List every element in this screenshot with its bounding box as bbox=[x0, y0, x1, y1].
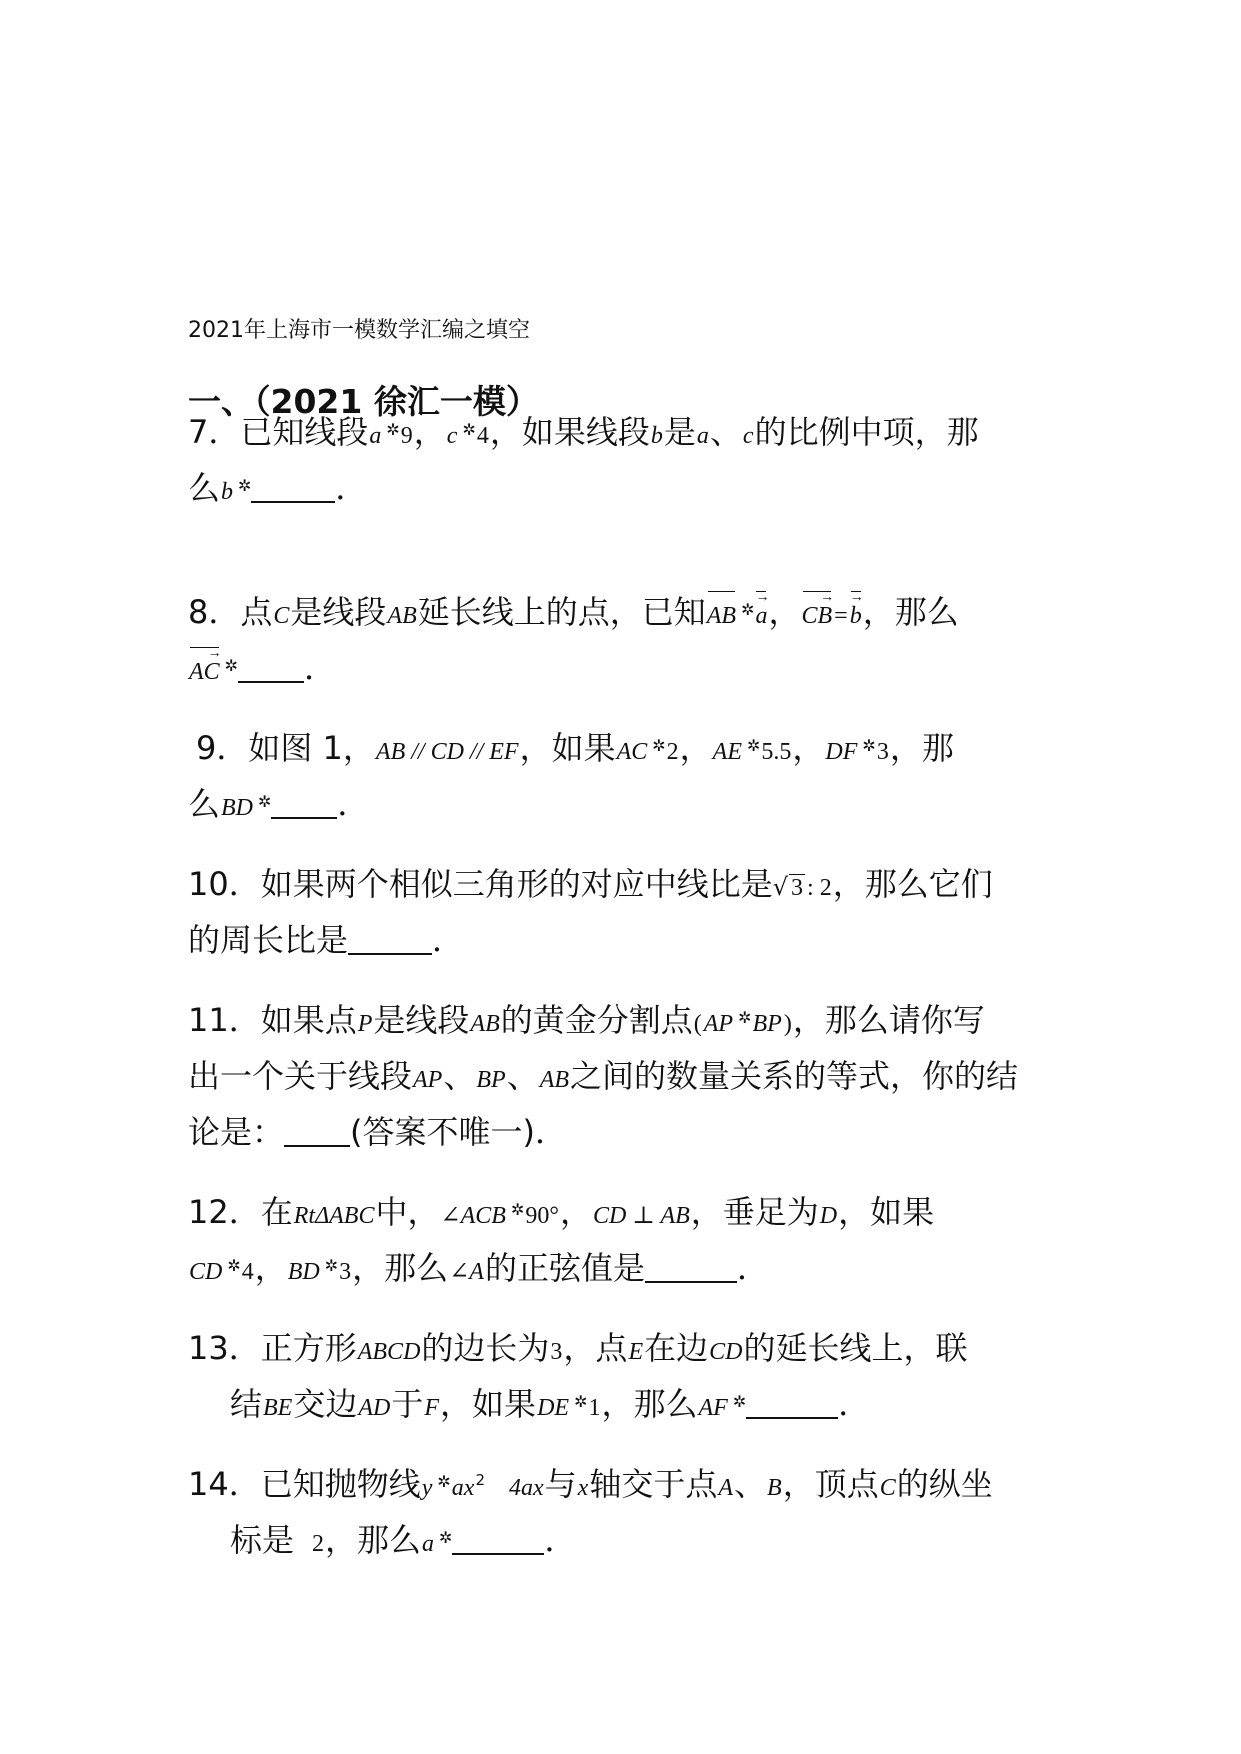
question-9-line-1: 9．如图 1，AB // CD // EF，如果AC ✲2，AE ✲5.5，DF ✲3，那 bbox=[196, 729, 954, 767]
question-7-line-1: 7．已知线段a ✲9，c ✲4，如果线段b是a、c的比例中项，那 bbox=[188, 413, 979, 451]
answer-blank[interactable] bbox=[284, 1115, 350, 1147]
garbled-equals-glyph: ✲ bbox=[574, 1392, 588, 1411]
question-9-line-2: 么BD ✲ ． bbox=[188, 785, 370, 823]
answer-blank[interactable] bbox=[746, 1387, 838, 1419]
garbled-equals-glyph: ✲ bbox=[224, 656, 239, 675]
section-heading: 一、（2021 徐汇一模） bbox=[188, 382, 539, 421]
vector-ab: AB bbox=[707, 594, 736, 638]
garbled-equals-glyph: ✲ bbox=[732, 1392, 747, 1411]
question-11-line-2: 出一个关于线段AP、BP、AB之间的数量关系的等式，你的结 bbox=[188, 1057, 1019, 1095]
vector-ac: AC → bbox=[189, 650, 220, 694]
garbled-relation-glyph: ✲ bbox=[738, 1008, 752, 1027]
vector-cb: CB → bbox=[802, 594, 833, 638]
question-10-line-1: 10．如果两个相似三角形的对应中线比是√ 3 : 2，那么它们 bbox=[188, 865, 993, 903]
question-12-line-2: CD ✲4，BD ✲3，那么∠A的正弦值是 ． bbox=[189, 1249, 769, 1287]
question-number: 13 bbox=[188, 1329, 229, 1367]
answer-blank[interactable] bbox=[271, 787, 337, 819]
question-10-line-2: 的周长比是 ． bbox=[188, 921, 465, 959]
answer-blank[interactable] bbox=[251, 471, 335, 503]
vector-a: a → bbox=[755, 594, 767, 638]
garbled-equals-glyph: ✲ bbox=[462, 420, 476, 439]
garbled-equals-glyph: ✲ bbox=[227, 1256, 241, 1275]
question-number: 10 bbox=[188, 865, 229, 903]
garbled-equals-glyph: ✲ bbox=[386, 420, 400, 439]
question-11-line-1: 11．如果点P是线段AB的黄金分割点(AP ✲BP)，那么请你写 bbox=[188, 1001, 985, 1039]
question-number: 14 bbox=[188, 1465, 229, 1503]
garbled-equals-glyph: ✲ bbox=[510, 1200, 525, 1219]
document-title: 2021年上海市一模数学汇编之填空 bbox=[188, 318, 530, 343]
question-number: 7 bbox=[188, 413, 209, 451]
answer-blank[interactable] bbox=[645, 1251, 737, 1283]
garbled-equals-glyph: ✲ bbox=[862, 736, 876, 755]
question-13-line-1: 13．正方形ABCD的边长为3，点E在边CD的延长线上，联 bbox=[188, 1329, 968, 1367]
garbled-equals-glyph: ✲ bbox=[324, 1256, 339, 1275]
vector-b: b → bbox=[850, 594, 862, 638]
question-number: 9 bbox=[196, 729, 217, 767]
question-14-line-2: 标是 2，那么a ✲ ． bbox=[230, 1521, 577, 1559]
garbled-equals-glyph: ✲ bbox=[741, 600, 755, 619]
question-13-line-2: 结BE交边AD于F，如果DE ✲1，那么AF ✲ ． bbox=[230, 1385, 871, 1423]
question-8-line-1: 8．点C是线段AB延长线上的点，已知AB ✲a →，CB →=b →，那么 bbox=[188, 590, 959, 640]
question-11-line-3: 论是： (答案不唯一)． bbox=[188, 1113, 567, 1151]
square-root-symbol: √ bbox=[772, 873, 789, 901]
garbled-equals-glyph: ✲ bbox=[747, 736, 761, 755]
question-14-line-1: 14．已知抛物线y $^✲ax^2$ 4ax与x轴交于点A、B，顶点C的纵坐 bbox=[188, 1465, 993, 1503]
garbled-equals-glyph: ✲ bbox=[439, 1528, 453, 1547]
answer-blank[interactable] bbox=[238, 651, 304, 683]
answer-blank[interactable] bbox=[452, 1523, 544, 1555]
garbled-equals-glyph: ✲ bbox=[437, 1472, 451, 1491]
answer-blank[interactable] bbox=[348, 923, 432, 955]
garbled-equals-glyph: ✲ bbox=[238, 476, 252, 495]
question-number: 12 bbox=[188, 1193, 229, 1231]
question-12-line-1: 12．在RtΔABC中，∠ACB ✲90°，CD ⊥ AB，垂足为D，如果 bbox=[188, 1193, 935, 1231]
question-8-line-2: AC → ✲ ． bbox=[188, 646, 336, 696]
question-7-line-2: 么b ✲ ． bbox=[188, 469, 368, 507]
garbled-equals-glyph: ✲ bbox=[258, 792, 272, 811]
question-number: 8 bbox=[188, 593, 209, 631]
question-number: 11 bbox=[188, 1001, 229, 1039]
garbled-equals-glyph: ✲ bbox=[652, 736, 666, 755]
